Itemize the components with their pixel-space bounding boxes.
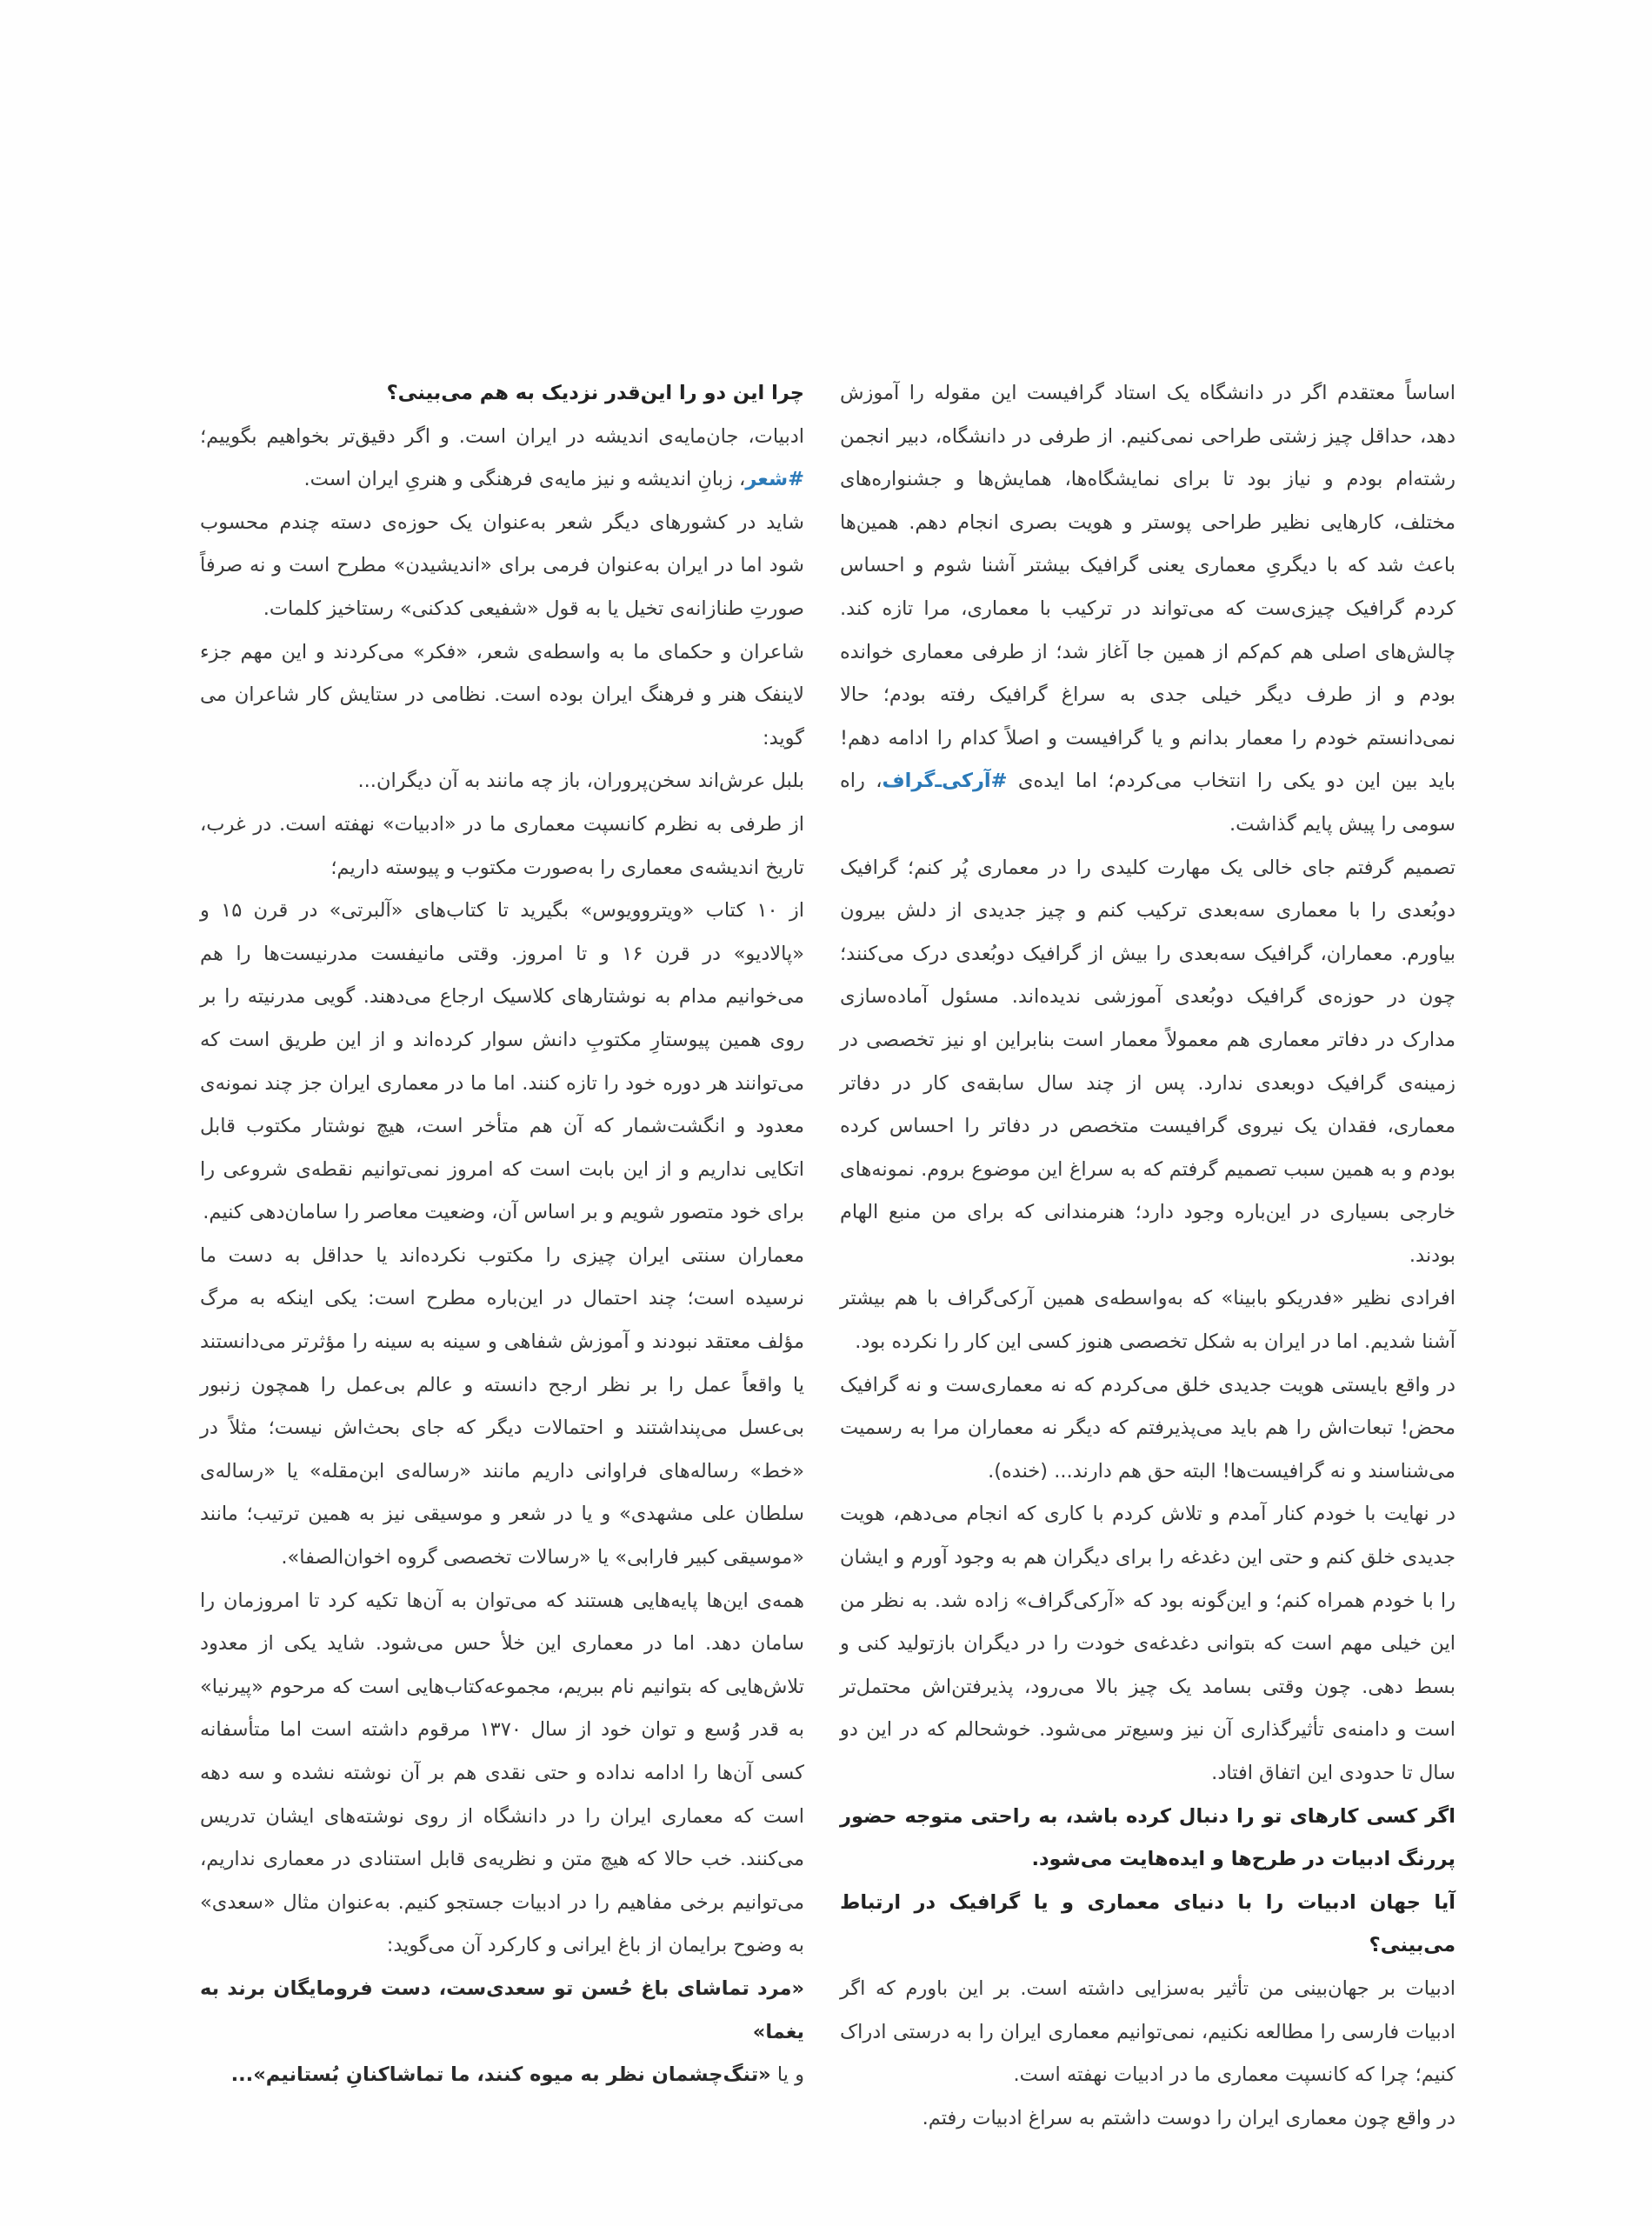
- paragraph: [840, 372, 1455, 847]
- paragraph-text: ، راه سومی را پیش پایم گذاشت.: [840, 770, 1455, 836]
- verse-line: [200, 2054, 804, 2097]
- paragraph-text: ، زبانِ اندیشه و نیز مایه‌ی فرهنگی و هنریِ ایران است.: [303, 468, 746, 491]
- left-column: [200, 372, 804, 2097]
- verse-quote: «تنگ‌چشمان نظر به میوه کنند، ما تماشاکنانِ بُستانیم»...: [230, 2063, 771, 2087]
- hashtag-archigraph[interactable]: #آرکی‌ـ‌گراف: [882, 770, 1008, 793]
- paragraph: در واقع چون معماری ایران را دوست داشتم به سراغ ادبیات رفتم.: [922, 2106, 1455, 2129]
- verse-prefix: و یا: [770, 2063, 804, 2087]
- paragraph: معماران سنتی ایران چیزی را مکتوب نکرده‌اند یا حداقل به دست ما نرسیده است؛ چند احتمال در این‌باره مطرح است: یکی اینکه به مرگ مؤلف معتقد نبودند و آموزش شفاهی و سینه به سینه را مؤثرتر می‌دانستند یا واقعاً عمل را بر نظر ارجح دانسته و عالم بی‌عمل را همچون زنبور بی‌عسل می‌پنداشتند و احتمالات دیگر که جای بحث‌اش نیست؛ مثلاً در «خط» رساله‌های فراوانی داریم مانند «رساله‌ی ابن‌مقله» یا «رساله‌ی سلطان علی مشهدی» و یا در شعر و موسیقی نیز به همین ترتیب؛ مانند «موسیقی کبیر فارابی» یا «رسالات تخصصی گروه اخوان‌الصفا».: [200, 1243, 804, 1570]
- verse-quote: «مرد تماشای باغ حُسن تو سعدی‌ست، دست فرومایگان برند به یغما»: [200, 1976, 804, 2043]
- right-column: [840, 372, 1455, 2140]
- paragraph: شاید در کشورهای دیگر شعر به‌عنوان یک حوزه‌ی دسته چندم محسوب شود اما در ایران به‌عنوان فرمی برای «اندیشیدن» مطرح است و نه صرفاً صورتِ طنازانه‌ی تخیل یا به قول «شفیعی کدکنی» رستاخیز کلمات.: [200, 510, 804, 620]
- paragraph: در نهایت با خودم کنار آمدم و تلاش کردم با کاری که انجام می‌دهم، هویت جدیدی خلق کنم و حتی این دغدغه را برای دیگران هم به وجود آورم و ایشان را با خودم همراه کنم؛ و این‌گونه بود که «آرکی‌گراف» زاده شد. به نظر من این خیلی مهم است که بتوانی دغدغه‌ی خودت را در دیگران بازتولید کنی و بسط دهی. چون وقتی بسامد یک چیز بالا می‌رود، پذیرفتن‌اش محتمل‌تر است و دامنه‌ی تأثیرگذاری آن نیز وسیع‌تر می‌شود. خوشحالم که در این دو سال تا حدودی این اتفاق افتاد.: [840, 1503, 1455, 1784]
- paragraph: ادبیات بر جهان‌بینی من تأثیر به‌سزایی داشته است. بر این باورم که اگر ادبیات فارسی را مطالعه نکنیم، نمی‌توانیم معماری ایران را به درستی ادراک کنیم؛ چرا که کانسپت معماری ما در ادبیات نهفته است.: [840, 1976, 1455, 2087]
- paragraph-text: ادبیات، جان‌مایه‌ی اندیشه در ایران است. و اگر دقیق‌تر بخواهیم بگوییم؛: [200, 424, 804, 448]
- paragraph: شاعران و حکمای ما به واسطه‌ی شعر، «فکر» می‌کردند و این مهم جزء لاینفک هنر و فرهنگ ایران بوده است. نظامی در ستایش کار شاعران می گوید:: [200, 640, 804, 750]
- paragraph-text: اساساً معتقدم اگر در دانشگاه یک استاد گرافیست این مقوله را آموزش دهد، حداقل چیز زشتی طراحی نمی‌کنیم. از طرفی در دانشگاه، دبیر انجمن رشته‌ام بودم و نیاز بود تا برای نمایشگاه‌ها، همایش‌ها و جشنواره‌های مختلف، کارهایی نظیر طراحی پوستر و هویت بصری انجام دهم. همین‌ها باعث شد که با دیگریِ معماری یعنی گرافیک بیشتر آشنا شوم و احساس کردم گرافیک چیزی‌ست که می‌تواند در ترکیب با معماری، مرا تازه کند. چالش‌های اصلی هم کم‌کم از همین جا آغاز شد؛ از طرفی معماری خوانده بودم و از طرف دیگر خیلی جدی به سراغ گرافیک رفته بودم؛ حالا نمی‌دانستم خودم را معمار بدانم و یا گرافیست و اصلاً کدام را ادامه دهم! باید بین این دو یکی را انتخاب می‌کردم؛ اما ایده‌ی: [840, 382, 1455, 793]
- hashtag-poetry[interactable]: #شعر: [745, 468, 804, 491]
- paragraph: افرادی نظیر «فدریکو بابینا» که به‌واسطه‌ی همین آرکی‌گراف با هم بیشتر آشنا شدیم. اما در ایران به شکل تخصصی هنوز کسی این کار را نکرده بود.: [840, 1287, 1455, 1354]
- paragraph: تصمیم گرفتم جای خالی یک مهارت کلیدی را در معماری پُر کنم؛ گرافیک دوبُعدی را با معماری سه‌بعدی ترکیب کنم و چیز جدیدی از دلش بیرون بیاورم. معماران، گرافیک سه‌بعدی را بیش از گرافیک دوبُعدی درک می‌کنند؛ چون در حوزه‌ی گرافیک دوبُعدی آموزشی ندیده‌اند. مسئول آماده‌سازی مدارک در دفاتر معماری هم معمولاً معمار است بنابراین او نیز تخصصی در زمینه‌ی گرافیک دوبعدی ندارد. پس از چند سال سابقه‌ی کار در دفاتر معماری، فقدان یک نیروی گرافیست متخصص در دفاتر را احساس کرده بودم و به همین سبب تصمیم گرفتم که به سراغ این موضوع بروم. نمونه‌های خارجی بسیاری در این‌باره وجود دارد؛ هنرمندانی که برای من منبع الهام بودند.: [840, 856, 1455, 1267]
- paragraph: در واقع بایستی هویت جدیدی خلق می‌کردم که نه معماری‌ست و نه گرافیک محض! تبعات‌اش را هم باید می‌پذیرفتم که دیگر نه معماران مرا به رسمیت می‌شناسند و نه گرافیست‌ها! البته حق هم دارند... (خنده).: [840, 1373, 1455, 1483]
- interview-question: چرا این دو را این‌قدر نزدیک به هم می‌بینی؟: [386, 382, 804, 404]
- paragraph: [200, 416, 804, 502]
- verse: بلبل عرش‌اند سخن‌پروران، باز چه مانند به آن دیگران...: [357, 770, 804, 793]
- paragraph: از طرفی به نظرم کانسپت معماری ما در «ادبیات» نهفته است. در غرب، تاریخ اندیشه‌ی معماری را به‌صورت مکتوب و پیوسته داریم؛: [200, 812, 804, 879]
- interview-question: آیا جهان ادبیات را با دنیای معماری و یا گرافیک در ارتباط می‌بینی؟: [840, 1890, 1455, 1957]
- paragraph: از ۱۰ کتاب «ویتروویوس» بگیرید تا کتاب‌های «آلبرتی» در قرن ۱۵ و «پالادیو» در قرن ۱۶ و تا امروز. وقتی مانیفست مدرنیست‌ها را هم می‌خوانیم مدام به نوشتارهای کلاسیک ارجاع می‌دهند. گویی مدرنیته را بر روی همین پیوستارِ مکتوبِ دانش سوار کرده‌اند و از این طریق است که می‌توانند هر دوره خود را تازه کنند. اما ما در معماری ایران جز چند نمونه‌ی معدود و انگشت‌شمار که آن هم متأخر است، هیچ نوشتار مکتوب قابل اتکایی نداریم و از این بابت است که امروز نمی‌توانیم نقطه‌ی شروعی را برای خود متصور شویم و بر اساس آن، وضعیت معاصر را سامان‌دهی کنیم.: [200, 899, 805, 1224]
- paragraph: همه‌ی این‌ها پایه‌هایی هستند که می‌توان به آن‌ها تکیه کرد تا امروزمان را سامان دهد. اما در معماری این خلأ حس می‌شود. شاید یکی از معدود تلاش‌هایی که بتوانیم نام ببریم، مجموعه‌کتاب‌هایی است که مرحوم «پیرنیا» به قدر وُسع و توان خود از سال ۱۳۷۰ مرقوم داشته است اما متأسفانه کسی آن‌ها را ادامه نداده و حتی نقدی هم بر آن نوشته نشده و سه دهه است که معماری ایران را در دانشگاه از روی نوشته‌های ایشان تدریس می‌کنند. خب حالا که هیچ متن و نظریه‌ی قابل استنادی در معماری نداریم، می‌توانیم برخی مفاهیم را در ادبیات جستجو کنیم. به‌عنوان مثال «سعدی» به وضوح برایمان از باغ ایرانی و کارکرد آن می‌گوید:: [200, 1589, 804, 1957]
- interview-question: اگر کسی کارهای تو را دنبال کرده باشد، به راحتی متوجه حضور پررنگ ادبیات در طرح‌ها و ایده‌هایت می‌شود.: [840, 1804, 1455, 1871]
